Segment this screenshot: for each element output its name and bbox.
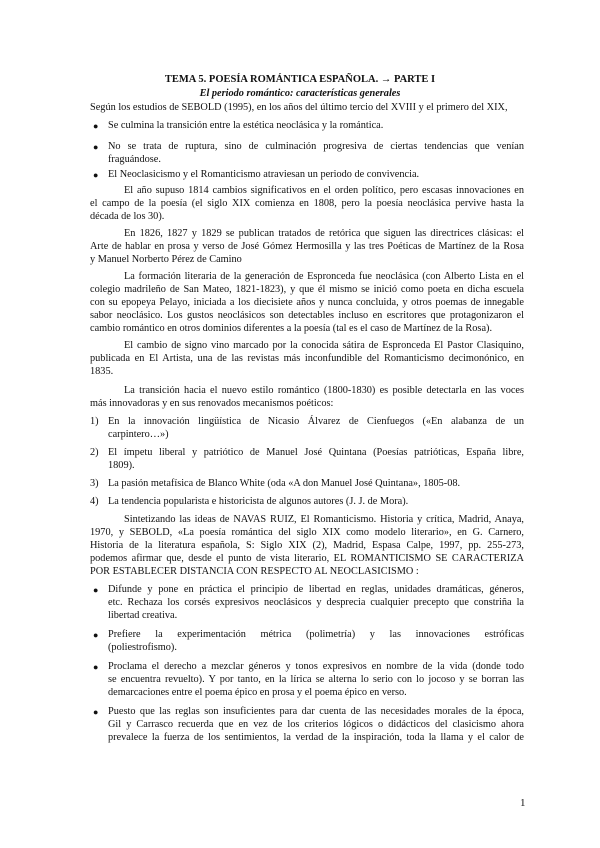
synthesis-line: Sintetizando las ideas de NAVAS RUIZ, El Romanticismo. Historia y crítica, Madrid, Anaya, (124, 514, 524, 525)
list-item-text: El ímpetu liberal y patriótico de Manuel José Quintana (Poesías patrióticas, España libre, (108, 447, 524, 458)
list-item-text: carpintero…») (108, 429, 169, 440)
list-item-text: 1809). (108, 460, 135, 471)
bullet-icon: ● (93, 170, 99, 180)
bullet-icon: ● (93, 142, 99, 152)
bullet-text: Difunde y pone en práctica el principio de libertad en reglas, unidades dramáticas, géneros, (108, 584, 524, 595)
bullet-text: etc. Rechaza los corsés expresivos neoclásicos y desprecia cualquier precepto que constriña la (108, 597, 524, 608)
synthesis-line: POR ESTABLECER DISTANCIA CON RESPECTO AL NEOCLASICISMO : (90, 566, 419, 577)
bullet-icon: ● (93, 121, 99, 131)
list-item-text: En la innovación lingüística de Nicasio Álvarez de Cienfuegos («En alabanza de un (108, 416, 524, 427)
bullet-text: libertad creativa. (108, 610, 178, 621)
list-number: 1) (90, 416, 99, 427)
bullet-text: fraguándose. (108, 154, 161, 165)
paragraph-line: sabor neoclásico. Los gustos neoclásicos son detectables incluso en escritores que protagonizaron el (90, 310, 524, 321)
synthesis-line: 1970, y SEBOLD, «La poesía romántica del siglo XIX como modelo literario», en G. Carnero, (90, 527, 524, 538)
bullet-text: No se trata de ruptura, sino de culminación progresiva de ciertas tendencias que venían (108, 141, 524, 152)
bullet-icon: ● (93, 630, 99, 640)
paragraph-line: El cambio de signo vino marcado por la conocida sátira de Espronceda El Pastor Clasiquino, (124, 340, 524, 351)
paragraph-line: La formación literaria de la generación de Espronceda fue neoclásica (con Alberto Lista en el (124, 271, 524, 282)
bullet-text: (poliestrofismo). (108, 642, 177, 653)
paragraph-line: 1835. (90, 366, 114, 377)
paragraph-line: En 1826, 1827 y 1829 se publican tratados de retórica que siguen las directrices clásicas: el (124, 228, 524, 239)
intro-line: Según los estudios de SEBOLD (1995), en los años del último tercio del XVIII y el primero del XIX, (90, 102, 508, 113)
bullet-text: Proclama el derecho a mezclar géneros y tonos expresivos en nombre de la vida (donde todo (108, 661, 524, 672)
paragraph-line: y Manuel Norberto Pérez de Camino (90, 254, 242, 265)
bullet-icon: ● (93, 707, 99, 717)
bullet-text: prevalece la fuerza de los sentimientos, la verdad de la inspiración, toda la llama y el calor de (108, 732, 524, 743)
paragraph-line: colegio madrileño de San Mateo, 1821-1823), y que él mismo se inició como poeta en dicha escuela (90, 284, 524, 295)
list-item-text: La pasión metafísica de Blanco White (oda «A don Manuel José Quintana», 1805-08. (108, 478, 461, 489)
bullet-text: Prefiere la experimentación métrica (polimetría) y las innovaciones estróficas (108, 629, 524, 640)
synthesis-line: Historia de la literatura española, S: Siglo XIX (2), Madrid, Espasa Calpe, 1997, pp. 255-273, (90, 540, 524, 551)
page-number: 1 (520, 797, 526, 809)
page-title: TEMA 5. POESÍA ROMÁNTICA ESPAÑOLA. → PARTE I (164, 74, 436, 85)
page-subtitle: El periodo romántico: características generales (199, 88, 401, 99)
bullet-text: El Neoclasicismo y el Romanticismo atraviesan un periodo de convivencia. (108, 169, 420, 180)
paragraph-line: publicada en El Artista, una de las revistas más inconfundible del Romanticismo decimonónico, en (90, 353, 524, 364)
bullet-text: demarcaciones entre el poema épico en prosa y el poema épico en verso. (108, 687, 407, 698)
paragraph-line: cambio romántico en otros dominios diferentes a la poesía (tal es el caso de Martínez de la Rosa). (90, 323, 493, 334)
bullet-icon: ● (93, 585, 99, 595)
bullet-text: se encuentra revuelto). Y por tanto, en la lírica se alterna lo serio con lo jocoso y se borran las (108, 674, 524, 685)
list-number: 3) (90, 478, 99, 489)
paragraph-line: más innovadoras y en sus renovados mecanismos poéticos: (90, 398, 334, 409)
paragraph-line: Arte de hablar en prosa y verso de José Gómez Hermosilla y las tres Poéticas de Martínez de la Rosa (90, 241, 524, 252)
list-number: 4) (90, 496, 99, 507)
paragraph-line: década de los 30). (90, 211, 165, 222)
bullet-text: Puesto que las reglas son insuficientes para dar cuenta de las necesidades morales de la época, (108, 706, 524, 717)
list-number: 2) (90, 447, 99, 458)
paragraph-line: el campo de la poesía (el siglo XIX comienza en 1808, pero la poesía neoclásica pervive hasta la (90, 198, 524, 209)
paragraph-line: con su epopeya Pelayo, iniciada a los diecisiete años y nunca concluida, y otros poemas de innegable (90, 297, 524, 308)
synthesis-line: podemos afirmar que, desde el punto de vista literario, EL ROMANTICISMO SE CARACTERIZA (90, 553, 524, 564)
list-item-text: La tendencia popularista e historicista de algunos autores (J. J. de Mora). (108, 496, 409, 507)
bullet-text: Gil y Carrasco recuerda que en vez de los criterios lógicos o didácticos del clasicismo ahora (108, 719, 524, 730)
bullet-icon: ● (93, 662, 99, 672)
paragraph-line: La transición hacia el nuevo estilo romántico (1800-1830) es posible detectarla en las voces (124, 385, 524, 396)
bullet-text: Se culmina la transición entre la estética neoclásica y la romántica. (108, 120, 384, 131)
paragraph-line: El año supuso 1814 cambios significativos en el orden político, pero escasas innovaciones en (124, 185, 524, 196)
